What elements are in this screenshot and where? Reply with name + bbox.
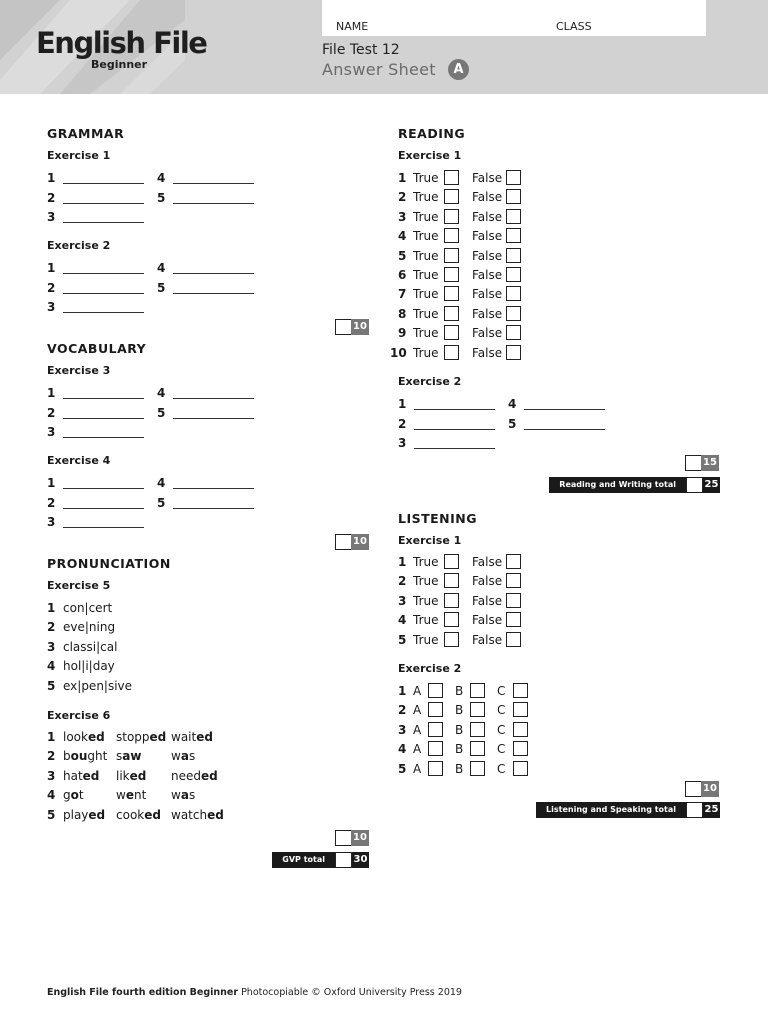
listening-ex1-number: 1: [398, 555, 407, 569]
vocab-ex3-number: 5: [157, 405, 166, 420]
reading-ex2-answer-line-2[interactable]: [414, 429, 495, 430]
grammar-ex2-answer-line-5[interactable]: [173, 293, 254, 294]
listening-ex1-false-checkbox-2[interactable]: [506, 573, 521, 588]
reading-ex1-false-label: False: [472, 209, 503, 224]
logo-title: English File: [36, 26, 207, 60]
test-title: File Test 12: [322, 42, 400, 58]
vocab-ex4-answer-line-2[interactable]: [63, 508, 144, 509]
reading-ex1-number: 2: [398, 190, 407, 205]
vocab-ex4-number: 4: [157, 476, 166, 490]
reading-ex2-answer-line-3[interactable]: [414, 448, 495, 449]
pron-ex6-highlight: o: [70, 788, 79, 803]
listening-ex2-number: 1: [398, 684, 407, 698]
reading-ex2-answer-line-1[interactable]: [414, 409, 495, 410]
listening-ex2-option-a-checkbox-2[interactable]: [428, 702, 443, 717]
listening-ex1-false-label: False: [472, 632, 503, 647]
vocabulary-exercise-3-title: Exercise 3: [47, 364, 111, 377]
listening-ex2-number: 4: [398, 742, 407, 757]
pron-ex6-segment: w: [116, 788, 126, 803]
listening-ex2-option-a-checkbox-1[interactable]: [428, 683, 443, 698]
listening-ex1-true-checkbox-2[interactable]: [444, 573, 459, 588]
pron-ex6-segment: cook: [116, 807, 145, 822]
pron-ex6-segment: hat: [63, 768, 83, 783]
pron-ex6-number: 1: [47, 730, 56, 744]
listening-speaking-total-input[interactable]: [686, 802, 703, 818]
grammar-ex1-answer-line-3[interactable]: [63, 222, 144, 223]
reading-ex1-false-checkbox-4[interactable]: [506, 228, 521, 243]
grammar-ex1-answer-line-4[interactable]: [173, 183, 254, 184]
vocab-ex4-number: 3: [47, 515, 56, 529]
listening-exercise-2-title: Exercise 2: [398, 662, 462, 675]
listening-ex2-option-c-checkbox-3[interactable]: [513, 722, 528, 737]
pron-ex6-word[interactable]: [116, 808, 161, 822]
listening-ex2-option-c-checkbox-2[interactable]: [513, 702, 528, 717]
pron-ex6-word[interactable]: [171, 769, 218, 783]
pron-ex6-segment: need: [171, 768, 201, 783]
reading-ex1-true-label: True: [413, 326, 439, 341]
listening-ex2-option-b-checkbox-2[interactable]: [470, 702, 485, 717]
listening-ex1-false-label: False: [472, 555, 503, 569]
pronunciation-title: PRONUNCIATION: [47, 556, 171, 571]
grammar-ex2-number: 4: [157, 261, 166, 275]
reading-ex1-true-label: True: [413, 209, 439, 224]
reading-ex1-true-label: True: [413, 229, 439, 244]
grammar-title: GRAMMAR: [47, 126, 125, 141]
pron-ex6-word[interactable]: [116, 730, 166, 744]
listening-ex2-option-a-checkbox-3[interactable]: [428, 722, 443, 737]
listening-ex1-false-checkbox-4[interactable]: [506, 612, 521, 627]
pron-ex6-segment: w: [171, 749, 181, 764]
reading-ex2-answer-line-5[interactable]: [524, 429, 605, 430]
pron-ex5-number: 2: [47, 620, 56, 635]
pron-ex6-word[interactable]: [171, 749, 195, 763]
listening-ex2-option-b-checkbox-1[interactable]: [470, 683, 485, 698]
reading-ex1-true-checkbox-2[interactable]: [444, 189, 459, 204]
listening-ex2-option-b-checkbox-5[interactable]: [470, 761, 485, 776]
vocabulary-score-max: 10: [351, 534, 369, 550]
page-header: [0, 0, 768, 94]
pron-ex6-highlight: a: [180, 749, 189, 764]
listening-ex1-false-label: False: [472, 613, 503, 628]
pron-ex6-highlight: ed: [144, 807, 161, 822]
reading-ex1-false-label: False: [472, 287, 503, 302]
grammar-ex1-number: 3: [47, 210, 56, 224]
reading-ex1-number: 7: [398, 287, 407, 302]
listening-ex1-false-checkbox-1[interactable]: [506, 554, 521, 569]
reading-ex1-true-label: True: [413, 306, 439, 321]
listening-ex1-number: 4: [398, 613, 407, 628]
listening-ex1-false-label: False: [472, 593, 503, 608]
reading-exercise-2-title: Exercise 2: [398, 375, 462, 388]
pron-ex6-number: 3: [47, 768, 56, 783]
reading-ex1-true-checkbox-4[interactable]: [444, 228, 459, 243]
reading-ex1-false-checkbox-3[interactable]: [506, 209, 521, 224]
listening-score-input[interactable]: [685, 781, 702, 797]
grammar-ex1-number: 4: [157, 171, 166, 185]
reading-ex1-false-label: False: [472, 229, 503, 244]
reading-ex1-number: 9: [398, 326, 407, 341]
reading-writing-total-input[interactable]: [686, 477, 703, 493]
reading-ex2-answer-line-4[interactable]: [524, 409, 605, 410]
listening-ex1-true-label: True: [413, 593, 439, 608]
listening-ex1-true-checkbox-5[interactable]: [444, 632, 459, 647]
listening-ex2-option-a-checkbox-5[interactable]: [428, 761, 443, 776]
grammar-ex1-number: 1: [47, 171, 56, 185]
gvp-total-input[interactable]: [335, 852, 352, 868]
name-label: NAME: [336, 20, 369, 33]
pronunciation-score-max: 10: [351, 830, 369, 846]
listening-ex2-number: 5: [398, 761, 407, 776]
reading-ex1-number: 6: [398, 268, 407, 282]
vocab-ex4-answer-line-3[interactable]: [63, 527, 144, 528]
pron-ex6-number: 2: [47, 749, 56, 764]
listening-ex2-option-c-checkbox-1[interactable]: [513, 683, 528, 698]
vocab-ex3-number: 1: [47, 386, 56, 400]
pron-ex6-segment: lik: [116, 768, 130, 783]
vocab-ex4-number: 1: [47, 476, 56, 490]
grammar-ex1-answer-line-5[interactable]: [173, 203, 254, 204]
reading-ex1-number: 4: [398, 229, 407, 244]
pron-ex6-highlight: a: [180, 788, 189, 803]
pron-ex6-word[interactable]: [171, 808, 224, 822]
reading-score-input[interactable]: [685, 455, 702, 471]
grammar-ex2-number: 2: [47, 280, 56, 295]
listening-speaking-total-max: 25: [703, 802, 720, 818]
listening-ex2-number: 2: [398, 703, 407, 718]
vocab-ex4-answer-line-4[interactable]: [173, 488, 254, 489]
gvp-total-label: GVP total: [272, 852, 335, 868]
listening-ex2-option-c-label: C: [497, 703, 506, 718]
listening-ex2-option-a-label: A: [413, 722, 422, 737]
reading-ex2-number: 4: [508, 397, 517, 411]
pron-ex5-word[interactable]: classi|cal: [63, 639, 118, 654]
pron-ex6-highlight: ed: [207, 807, 224, 822]
vocab-ex3-answer-line-5[interactable]: [173, 418, 254, 419]
pron-ex6-word[interactable]: [171, 730, 213, 744]
pron-ex5-number: 5: [47, 678, 56, 693]
reading-ex1-true-label: True: [413, 248, 439, 263]
listening-ex1-true-label: True: [413, 555, 439, 569]
pronunciation-exercise-6-title: Exercise 6: [47, 709, 111, 722]
listening-ex2-option-a-label: A: [413, 703, 422, 718]
listening-ex2-option-a-checkbox-4[interactable]: [428, 741, 443, 756]
reading-ex1-false-label: False: [472, 248, 503, 263]
reading-ex1-true-label: True: [413, 345, 439, 360]
reading-title: READING: [398, 126, 466, 141]
grammar-ex1-answer-line-1[interactable]: [63, 183, 144, 184]
pron-ex6-segment: look: [63, 730, 88, 744]
pron-ex6-segment: b: [63, 749, 71, 764]
reading-ex1-false-checkbox-1[interactable]: [506, 170, 521, 185]
grammar-ex2-answer-line-4[interactable]: [173, 273, 254, 274]
listening-speaking-total: [548, 802, 720, 818]
listening-ex2-option-c-label: C: [497, 761, 506, 776]
pron-ex6-word[interactable]: [116, 788, 146, 802]
footer-copyright: [47, 987, 462, 998]
vocab-ex4-number: 5: [157, 495, 166, 510]
reading-exercise-1-title: Exercise 1: [398, 149, 462, 162]
listening-ex1-true-checkbox-4[interactable]: [444, 612, 459, 627]
listening-title: LISTENING: [398, 511, 478, 526]
footer-book-title: English File fourth edition Beginner: [47, 987, 239, 998]
pron-ex6-highlight: e: [125, 788, 134, 803]
vocab-ex3-answer-line-3[interactable]: [63, 437, 144, 438]
listening-ex2-option-b-label: B: [455, 761, 464, 776]
gvp-total: [279, 852, 369, 868]
reading-ex1-false-label: False: [472, 268, 503, 282]
listening-ex2-option-b-label: B: [455, 722, 464, 737]
vocab-ex3-answer-line-4[interactable]: [173, 398, 254, 399]
reading-ex2-number: 2: [398, 416, 407, 431]
reading-ex1-true-label: True: [413, 171, 439, 185]
listening-ex1-number: 5: [398, 632, 407, 647]
reading-ex1-number: 10: [390, 345, 407, 360]
pron-ex6-highlight: ed: [149, 730, 167, 744]
reading-ex1-false-checkbox-7[interactable]: [506, 286, 521, 301]
pron-ex6-highlight: ou: [70, 749, 88, 764]
listening-ex1-true-label: True: [413, 574, 439, 589]
pron-ex6-highlight: ed: [88, 807, 106, 822]
grammar-score-max: 10: [351, 319, 369, 335]
pron-ex6-highlight: ed: [196, 730, 213, 744]
class-label: CLASS: [556, 20, 592, 33]
listening-ex1-false-checkbox-5[interactable]: [506, 632, 521, 647]
reading-ex1-false-label: False: [472, 345, 503, 360]
reading-ex1-false-checkbox-6[interactable]: [506, 267, 521, 282]
grammar-exercise-2-title: Exercise 2: [47, 239, 111, 252]
vocab-ex3-number: 4: [157, 386, 166, 400]
listening-ex1-number: 3: [398, 593, 407, 608]
pron-ex5-number: 1: [47, 601, 56, 615]
pron-ex6-highlight: ed: [129, 768, 147, 783]
listening-ex1-true-checkbox-3[interactable]: [444, 593, 459, 608]
sheet-title: Answer Sheet: [322, 60, 436, 79]
pron-ex6-highlight: ed: [82, 768, 100, 783]
grammar-ex2-number: 3: [47, 300, 56, 314]
reading-ex2-number: 3: [398, 436, 407, 450]
pron-ex6-word[interactable]: [171, 788, 195, 802]
listening-ex2-option-b-checkbox-3[interactable]: [470, 722, 485, 737]
reading-writing-total-max: 25: [703, 477, 720, 493]
gvp-total-max: 30: [352, 852, 369, 868]
reading-writing-total-label: Reading and Writing total: [549, 477, 686, 493]
grammar-ex1-answer-line-2[interactable]: [63, 203, 144, 204]
listening-ex2-option-b-checkbox-4[interactable]: [470, 741, 485, 756]
listening-ex2-option-a-label: A: [413, 684, 422, 698]
listening-ex2-number: 3: [398, 722, 407, 737]
pron-ex6-segment: s: [116, 749, 123, 764]
grammar-ex2-number: 5: [157, 280, 166, 295]
pron-ex6-word[interactable]: [63, 749, 107, 763]
pron-ex6-word[interactable]: [63, 788, 84, 802]
version-badge: A: [448, 59, 469, 80]
pron-ex6-segment: ght: [87, 749, 108, 764]
reading-ex1-true-label: True: [413, 190, 439, 205]
reading-ex1-true-checkbox-5[interactable]: [444, 248, 459, 263]
pron-ex6-segment: watch: [171, 807, 208, 822]
pron-ex6-segment: play: [63, 807, 89, 822]
pron-ex6-segment: t: [78, 788, 84, 803]
pronunciation-exercise-5-title: Exercise 5: [47, 579, 111, 592]
pron-ex6-number: 5: [47, 807, 56, 822]
pron-ex6-segment: wait: [171, 730, 197, 744]
reading-ex1-true-checkbox-10[interactable]: [444, 345, 459, 360]
reading-ex1-number: 3: [398, 209, 407, 224]
vocab-ex4-answer-line-5[interactable]: [173, 508, 254, 509]
name-class-field[interactable]: [322, 0, 706, 36]
grammar-ex1-number: 2: [47, 190, 56, 205]
reading-ex1-true-checkbox-6[interactable]: [444, 267, 459, 282]
grammar-score-input[interactable]: [335, 319, 352, 335]
pron-ex6-segment: stopp: [116, 730, 150, 744]
grammar-ex2-answer-line-1[interactable]: [63, 273, 144, 274]
grammar-ex1-number: 5: [157, 190, 166, 205]
listening-ex1-false-checkbox-3[interactable]: [506, 593, 521, 608]
listening-ex2-option-b-label: B: [455, 703, 464, 718]
reading-ex1-true-checkbox-1[interactable]: [444, 170, 459, 185]
listening-ex2-option-a-label: A: [413, 761, 422, 776]
listening-ex2-option-c-label: C: [497, 684, 506, 698]
pron-ex6-word[interactable]: [116, 769, 146, 783]
listening-ex2-option-a-label: A: [413, 742, 422, 757]
grammar-ex2-answer-line-2[interactable]: [63, 293, 144, 294]
vocab-ex3-answer-line-1[interactable]: [63, 398, 144, 399]
reading-ex1-true-checkbox-3[interactable]: [444, 209, 459, 224]
pron-ex6-segment: g: [63, 788, 71, 803]
vocab-ex3-number: 2: [47, 405, 56, 420]
listening-ex1-true-label: True: [413, 632, 439, 647]
reading-ex1-number: 5: [398, 248, 407, 263]
reading-ex1-true-checkbox-8[interactable]: [444, 306, 459, 321]
reading-ex1-number: 1: [398, 171, 407, 185]
listening-ex1-false-label: False: [472, 574, 503, 589]
vocabulary-title: VOCABULARY: [47, 341, 147, 356]
listening-ex2-option-b-label: B: [455, 684, 464, 698]
footer-copyright-text: Photocopiable © Oxford University Press 2019: [238, 987, 462, 998]
listening-ex2-option-c-checkbox-5[interactable]: [513, 761, 528, 776]
listening-speaking-total-label: Listening and Speaking total: [536, 802, 686, 818]
grammar-ex2-number: 1: [47, 261, 56, 275]
pron-ex6-segment: nt: [133, 788, 147, 803]
reading-ex1-false-checkbox-8[interactable]: [506, 306, 521, 321]
vocab-ex4-answer-line-1[interactable]: [63, 488, 144, 489]
reading-ex1-true-label: True: [413, 268, 439, 282]
pron-ex6-segment: s: [188, 788, 196, 803]
listening-ex1-true-label: True: [413, 613, 439, 628]
listening-ex1-true-checkbox-1[interactable]: [444, 554, 459, 569]
reading-ex1-false-label: False: [472, 306, 503, 321]
pron-ex6-segment: s: [188, 749, 196, 764]
pron-ex6-word[interactable]: [63, 769, 99, 783]
vocab-ex3-number: 3: [47, 425, 56, 439]
reading-ex1-number: 8: [398, 306, 407, 321]
reading-ex1-true-label: True: [413, 287, 439, 302]
pron-ex5-word[interactable]: eve|ning: [63, 620, 116, 635]
reading-ex1-false-checkbox-10[interactable]: [506, 345, 521, 360]
pron-ex6-word[interactable]: [116, 749, 141, 763]
logo-subtitle: Beginner: [91, 58, 148, 71]
vocab-ex3-answer-line-2[interactable]: [63, 418, 144, 419]
listening-ex2-option-c-checkbox-4[interactable]: [513, 741, 528, 756]
pron-ex6-segment: w: [171, 788, 181, 803]
pronunciation-score-input[interactable]: [335, 830, 352, 846]
pron-ex6-highlight: aw: [122, 749, 142, 764]
pron-ex5-number: 3: [47, 639, 56, 654]
pron-ex5-number: 4: [47, 659, 56, 674]
reading-writing-total: [560, 477, 720, 493]
pron-ex6-word[interactable]: [63, 808, 105, 822]
pron-ex5-word[interactable]: hol|i|day: [63, 659, 115, 674]
pron-ex6-highlight: ed: [87, 730, 105, 744]
listening-score-max: 10: [701, 781, 719, 797]
pron-ex6-number: 4: [47, 788, 56, 803]
reading-ex1-false-checkbox-5[interactable]: [506, 248, 521, 263]
listening-ex2-option-b-label: B: [455, 742, 464, 757]
vocab-ex4-number: 2: [47, 495, 56, 510]
grammar-ex2-answer-line-3[interactable]: [63, 312, 144, 313]
reading-ex1-false-label: False: [472, 171, 503, 185]
reading-ex1-false-checkbox-9[interactable]: [506, 325, 521, 340]
reading-ex1-false-checkbox-2[interactable]: [506, 189, 521, 204]
listening-ex2-option-c-label: C: [497, 722, 506, 737]
reading-ex2-number: 1: [398, 397, 407, 411]
listening-ex2-option-c-label: C: [497, 742, 506, 757]
listening-ex1-number: 2: [398, 574, 407, 589]
reading-ex1-false-label: False: [472, 326, 503, 341]
reading-ex1-true-checkbox-7[interactable]: [444, 286, 459, 301]
reading-ex1-true-checkbox-9[interactable]: [444, 325, 459, 340]
pron-ex6-highlight: ed: [201, 768, 218, 783]
listening-exercise-1-title: Exercise 1: [398, 534, 462, 547]
reading-ex2-number: 5: [508, 416, 517, 431]
reading-ex1-false-label: False: [472, 190, 503, 205]
vocabulary-score-input[interactable]: [335, 534, 352, 550]
pron-ex5-word[interactable]: con|cert: [63, 601, 113, 615]
pron-ex6-word[interactable]: [63, 730, 105, 744]
reading-score-max: 15: [701, 455, 719, 471]
vocabulary-exercise-4-title: Exercise 4: [47, 454, 111, 467]
grammar-exercise-1-title: Exercise 1: [47, 149, 111, 162]
pron-ex5-word[interactable]: ex|pen|sive: [63, 678, 133, 693]
